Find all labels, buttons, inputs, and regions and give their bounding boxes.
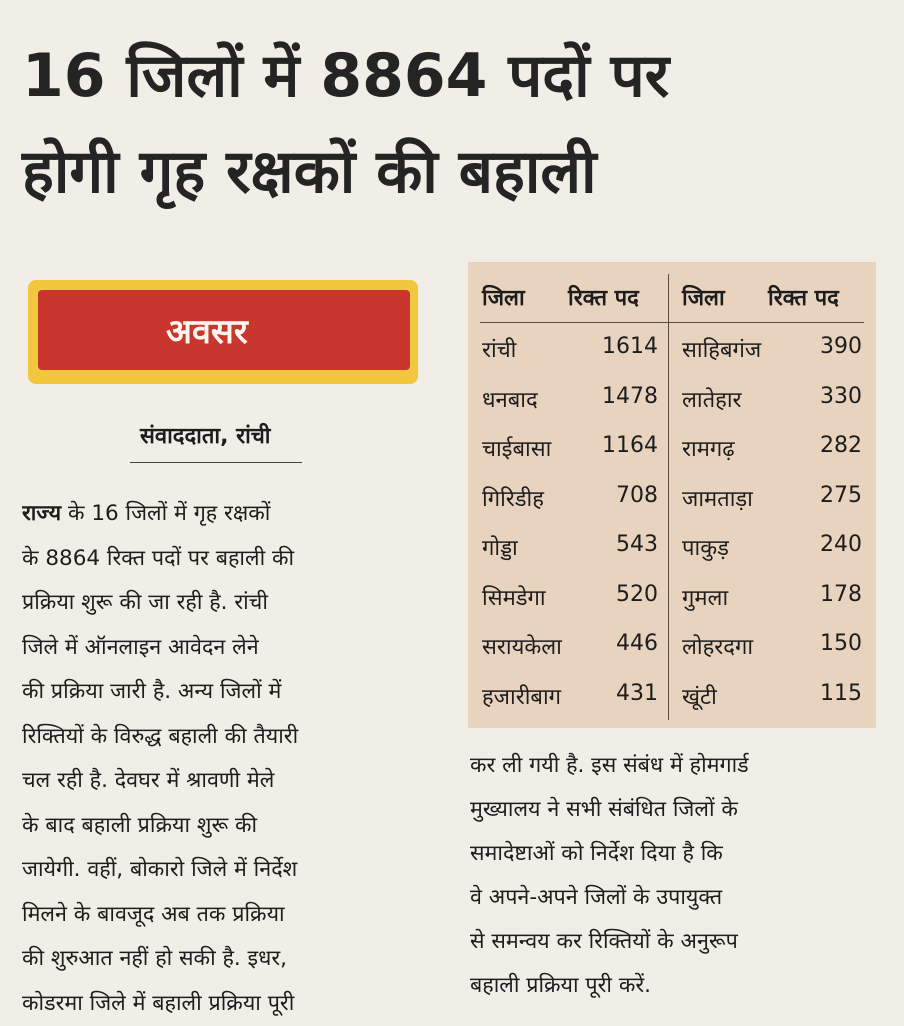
- vacancy-count: 520: [616, 582, 658, 607]
- article-line: से समन्वय कर रिक्तियों के अनुरूप: [470, 920, 890, 964]
- article-text: जिले में ऑनलाइन आवेदन लेने: [22, 635, 259, 660]
- table-row: [482, 483, 658, 531]
- vacancy-count: 708: [616, 483, 658, 508]
- district-name: रामगढ़: [682, 433, 735, 463]
- table-header-district-right: जिला: [682, 282, 725, 312]
- district-name: सिमडेगा: [482, 582, 546, 612]
- headline: [22, 28, 892, 220]
- article-line: बहाली प्रक्रिया पूरी करें.: [470, 964, 890, 1008]
- byline: संवाददाता, रांची: [140, 420, 270, 450]
- article-column-right: [470, 744, 890, 1008]
- table-column-divider: [668, 274, 669, 720]
- district-name: रांची: [482, 334, 516, 364]
- article-line: [22, 937, 418, 982]
- section-tag: [38, 290, 410, 370]
- vacancy-table: [468, 262, 876, 728]
- article-line: [22, 715, 418, 760]
- article-text: के 8864 रिक्त पदों पर बहाली की: [22, 546, 294, 571]
- headline-line-2: होगी गृह रक्षकों की बहाली: [22, 124, 892, 220]
- article-text: की शुरुआत नहीं हो सकी है. इधर,: [22, 946, 287, 971]
- table-header-vacancy-left: रिक्त पद: [568, 282, 639, 312]
- headline-line-1: 16 जिलों में 8864 पदों पर: [22, 28, 892, 124]
- district-name: पाकुड़: [682, 532, 729, 562]
- vacancy-count: 282: [820, 433, 862, 458]
- table-row: [682, 433, 862, 481]
- table-row: [682, 384, 862, 432]
- district-name: गुमला: [682, 582, 728, 612]
- section-tag-frame: [28, 280, 418, 384]
- vacancy-count: 1164: [602, 433, 658, 458]
- vacancy-count: 1614: [602, 334, 658, 359]
- table-header-district-left: जिला: [482, 282, 525, 312]
- vacancy-count: 1478: [602, 384, 658, 409]
- district-name: सरायकेला: [482, 631, 562, 661]
- article-column-left: [22, 492, 418, 1026]
- table-row: [482, 582, 658, 630]
- article-text: के 16 जिलों में गृह रक्षकों: [61, 501, 270, 526]
- section-tag-label: अवसर: [166, 307, 248, 353]
- table-header-divider: [480, 322, 864, 323]
- article-line: मुख्यालय ने सभी संबंधित जिलों के: [470, 788, 890, 832]
- article-line: [22, 759, 418, 804]
- byline-divider: [130, 462, 302, 463]
- district-name: लातेहार: [682, 384, 742, 414]
- district-name: जामताड़ा: [682, 483, 753, 513]
- article-line: [22, 670, 418, 715]
- article-line: [22, 626, 418, 671]
- district-name: गिरिडीह: [482, 483, 544, 513]
- table-row: [482, 384, 658, 432]
- vacancy-count: 115: [820, 681, 862, 706]
- article-text: जायेगी. वहीं, बोकारो जिले में निर्देश: [22, 857, 297, 882]
- table-row: [682, 532, 862, 580]
- district-name: साहिबगंज: [682, 334, 761, 364]
- article-line: [22, 492, 418, 537]
- table-row: [482, 532, 658, 580]
- article-text: कोडरमा जिले में बहाली प्रक्रिया पूरी: [22, 991, 294, 1016]
- district-name: धनबाद: [482, 384, 538, 414]
- article-text: मिलने के बावजूद अब तक प्रक्रिया: [22, 902, 285, 927]
- table-row: [682, 681, 862, 729]
- table-row: [482, 334, 658, 382]
- vacancy-count: 543: [616, 532, 658, 557]
- article-text: की प्रक्रिया जारी है. अन्य जिलों में: [22, 679, 281, 704]
- table-row: [682, 631, 862, 679]
- vacancy-count: 150: [820, 631, 862, 656]
- district-name: लोहरदगा: [682, 631, 753, 661]
- table-row: [482, 681, 658, 729]
- article-text: चल रही है. देवघर में श्रावणी मेले: [22, 768, 274, 793]
- article-lead-word: राज्य: [22, 501, 61, 526]
- vacancy-count: 431: [616, 681, 658, 706]
- district-name: चाईबासा: [482, 433, 551, 463]
- article-line: समादेष्टाओं को निर्देश दिया है कि: [470, 832, 890, 876]
- article-text: के बाद बहाली प्रक्रिया शुरू की: [22, 813, 257, 838]
- vacancy-count: 446: [616, 631, 658, 656]
- article-line: [22, 848, 418, 893]
- article-line: [22, 581, 418, 626]
- vacancy-count: 178: [820, 582, 862, 607]
- article-text: प्रक्रिया शुरू की जा रही है. रांची: [22, 590, 268, 615]
- article-text: रिक्तियों के विरुद्ध बहाली की तैयारी: [22, 724, 298, 749]
- vacancy-count: 240: [820, 532, 862, 557]
- table-row: [682, 483, 862, 531]
- district-name: गोड्डा: [482, 532, 518, 562]
- district-name: हजारीबाग: [482, 681, 561, 711]
- article-line: [22, 537, 418, 582]
- article-line: [22, 893, 418, 938]
- table-row: [682, 334, 862, 382]
- table-row: [482, 631, 658, 679]
- article-line: वे अपने-अपने जिलों के उपायुक्त: [470, 876, 890, 920]
- vacancy-count: 330: [820, 384, 862, 409]
- table-row: [482, 433, 658, 481]
- table-header-vacancy-right: रिक्त पद: [768, 282, 839, 312]
- article-line: [22, 982, 418, 1026]
- vacancy-count: 390: [820, 334, 862, 359]
- vacancy-count: 275: [820, 483, 862, 508]
- article-line: [22, 804, 418, 849]
- district-name: खूंटी: [682, 681, 717, 711]
- article-line: कर ली गयी है. इस संबंध में होमगार्ड: [470, 744, 890, 788]
- table-row: [682, 582, 862, 630]
